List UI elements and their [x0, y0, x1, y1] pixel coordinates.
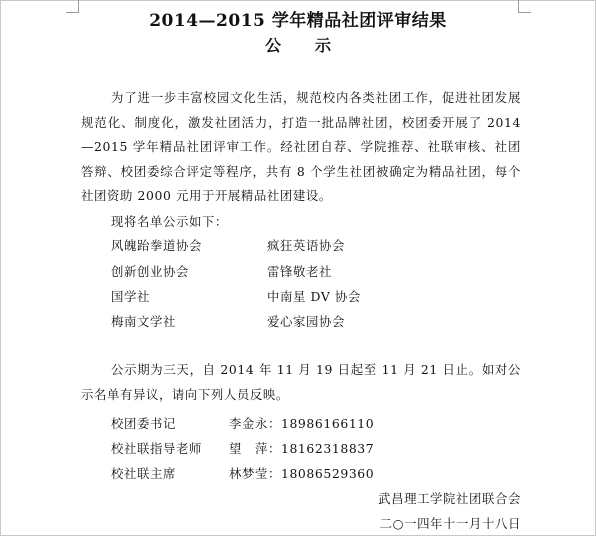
club-name: 国学社 — [111, 289, 150, 304]
subtitle-char-2: 示 — [315, 36, 332, 55]
contact-role: 校团委书记 — [111, 416, 176, 431]
subtitle-char-1: 公 — [264, 36, 281, 55]
contact-person: 林梦莹：18086529360 — [229, 466, 375, 481]
club-name: 创新创业协会 — [111, 264, 189, 279]
club-name: 梅南文学社 — [111, 314, 176, 329]
signature-date: 二○一四年十一月十八日 — [379, 516, 521, 531]
club-name: 中南星 DV 协会 — [267, 289, 361, 304]
document-title: 2014—2015 学年精品社团评审结果 — [149, 11, 447, 31]
contact-role: 校社联主席 — [111, 466, 176, 481]
club-name: 爱心家园协会 — [267, 314, 345, 329]
contact-person: 望 萍：18162318837 — [229, 441, 375, 456]
club-name: 疯狂英语协会 — [267, 238, 345, 253]
signature-organization: 武昌理工学院社团联合会 — [378, 491, 521, 506]
contact-person: 李金永：18986166110 — [229, 416, 375, 431]
contact-role: 校社联指导老师 — [111, 441, 202, 456]
club-name: 雷锋敬老社 — [267, 264, 332, 279]
document-subtitle — [0, 33, 596, 56]
notice-period-paragraph: 公示期为三天，自 2014 年 11 月 19 日起至 11 月 21 日止。如对公示名单有异议，请向下列人员反映。 — [81, 362, 521, 402]
club-name: 风魄跆拳道协会 — [111, 238, 202, 253]
announcement-paragraph: 为了进一步丰富校园文化生活，规范校内各类社团工作，促进社团发展规范化、制度化，激发社团活力，打造一批品牌社团，校团委开展了 2014—2015 学年精品社团评审工作。经社团自荐、学院推荐、社联审核、社团答辩、校团委综合评定等程序，共有 8 个学生社团被确定为精品社团，每个社团资助 2000 元用于开展精品社团建设。 — [81, 90, 521, 203]
list-intro: 现将名单公示如下： — [111, 214, 228, 229]
